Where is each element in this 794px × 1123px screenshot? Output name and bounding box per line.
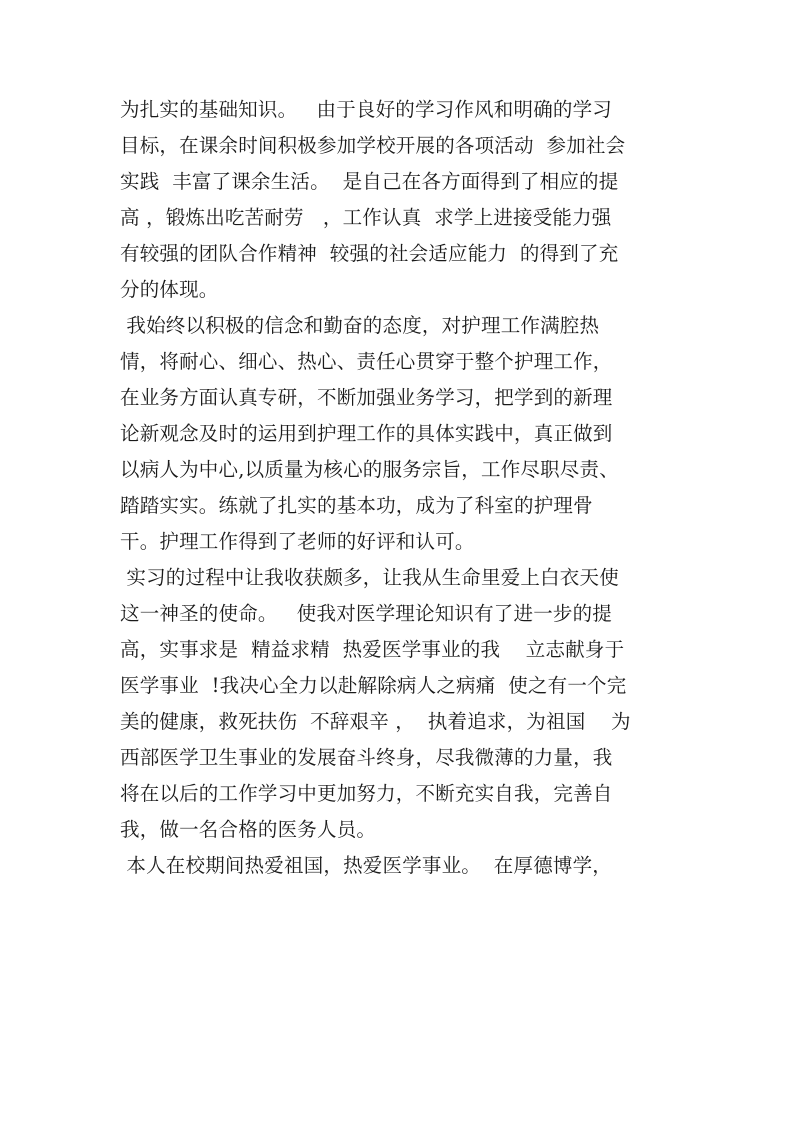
text-line: 分的体现。 — [120, 278, 219, 301]
text-line: 目标，在课余时间积极参加学校开展的各项活动 参加社会 — [120, 134, 626, 157]
text-line: 实践 丰富了课余生活。 是自己在各方面得到了相应的提 — [120, 170, 619, 193]
text-line: 西部医学卫生事业的发展奋斗终身，尽我微薄的力量，我 — [120, 746, 613, 769]
text-line: 干。护理工作得到了老师的好评和认可。 — [120, 530, 475, 553]
text-line: 情，将耐心、细心、热心、责任心贯穿于整个护理工作， — [120, 350, 613, 373]
text-line: 高 ，锻炼出吃苦耐劳 ，工作认真 求学上进接受能力强 — [120, 206, 612, 229]
text-line: 美的健康，救死扶伤 不辞艰辛 ， 执着追求，为祖国 为 — [120, 710, 631, 733]
text-line: 以病人为中心,以质量为核心的服务宗旨，工作尽职尽责、 — [120, 458, 619, 481]
text-line: 在业务方面认真专研，不断加强业务学习，把学到的新理 — [120, 386, 613, 409]
text-line: 论新观念及时的运用到护理工作的具体实践中，真正做到 — [120, 422, 613, 445]
text-line: 本人在校期间热爱祖国，热爱医学事业。 在厚德博学， — [120, 854, 612, 877]
text-line: 将在以后的工作学习中更加努力，不断充实自我，完善自 — [120, 782, 613, 805]
text-line: 有较强的团队合作精神 较强的社会适应能力 的得到了充 — [120, 242, 619, 265]
text-line: 为扎实的基础知识。 由于良好的学习作风和明确的学习 — [120, 98, 612, 121]
text-line: 这一神圣的使命。 使我对医学理论知识有了进一步的提 — [120, 602, 612, 625]
text-line: 我，做一名合格的医务人员。 — [120, 818, 377, 841]
text-line: 高，实事求是 精益求精 热爱医学事业的我 立志献身于 — [120, 638, 625, 661]
text-line: 踏踏实实。练就了扎实的基本功，成为了科室的护理骨 — [120, 494, 593, 517]
document-body — [120, 92, 680, 884]
text-line: 医学事业 !我决心全力以赴解除病人之病痛 使之有一个完 — [120, 674, 627, 697]
text-line: 我始终以积极的信念和勤奋的态度，对护理工作满腔热 — [120, 314, 600, 337]
text-line: 实习的过程中让我收获颇多，让我从生命里爱上白衣天使 — [120, 566, 619, 589]
